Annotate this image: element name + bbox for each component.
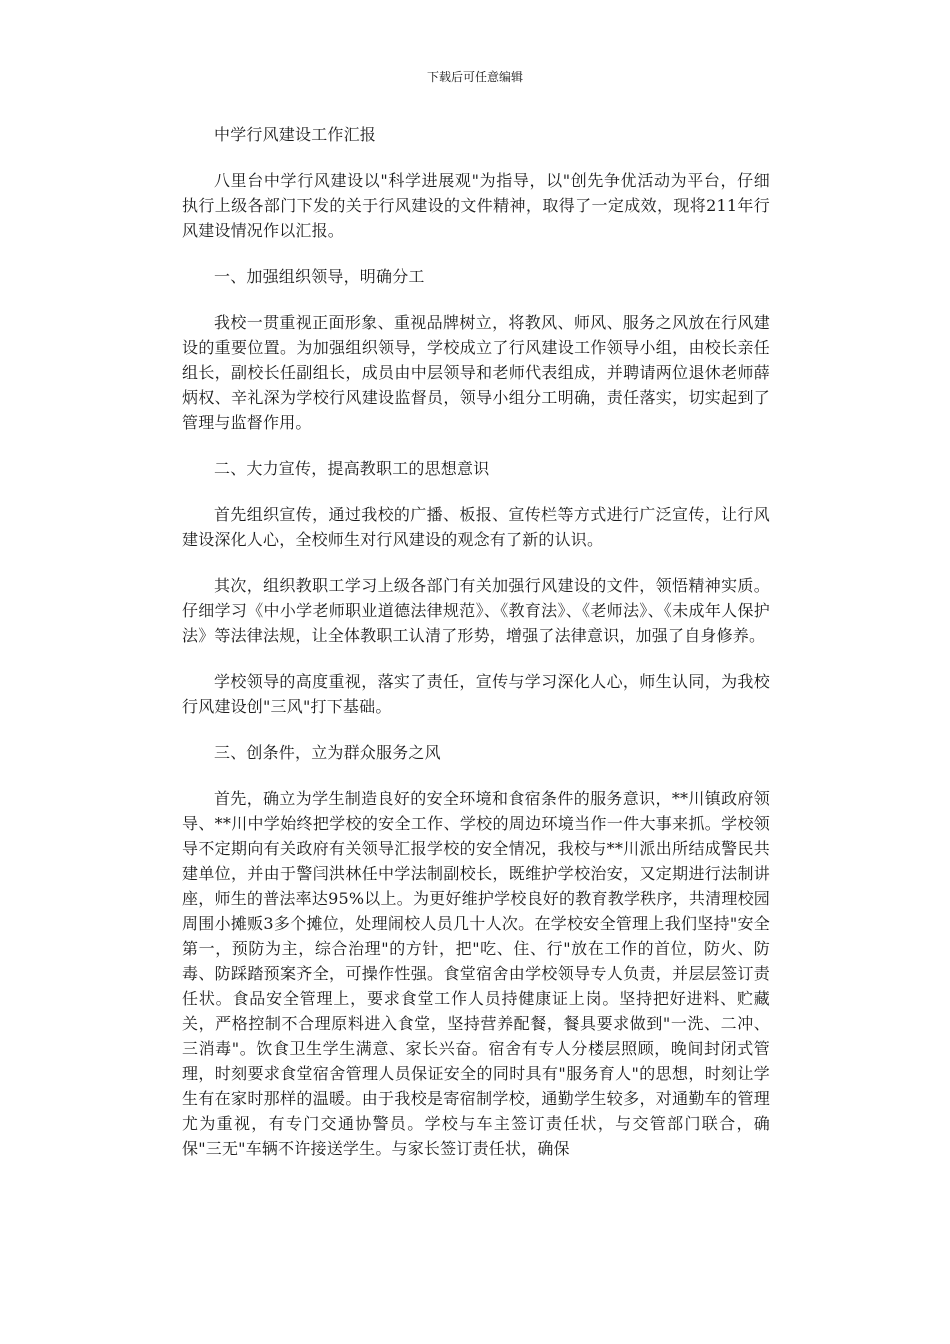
download-note: 下载后可任意编辑 xyxy=(426,70,523,84)
document-body xyxy=(182,122,770,1182)
section-1-paragraph-1: 我校一贯重视正面形象、重视品牌树立，将教风、师风、服务之风放在行风建设的重要位置。为加强组织领导，学校成立了行风建设工作领导小组，由校长亲任组长，副校长任副组长，成员由中层领导和老师代表组成，并聘请两位退休老师薛炳权、辛礼深为学校行风建设监督员，领导小组分工明确，责任落实，切实起到了管理与监督作用。 xyxy=(182,313,770,432)
document-title: 中学行风建设工作汇报 xyxy=(214,125,377,144)
section-2-paragraph-3: 学校领导的高度重视，落实了责任，宣传与学习深化人心，师生认同，为我校行风建设创"三风"打下基础。 xyxy=(182,672,770,716)
section-3-heading: 三、创条件，立为群众服务之风 xyxy=(214,743,441,762)
section-2-paragraph-2: 其次，组织教职工学习上级各部门有关加强行风建设的文件，领悟精神实质。仔细学习《中小学老师职业道德法律规范》、《教育法》、《老师法》、《未成年人保护法》等法律法规，让全体教职工认清了形势，增强了法律意识，加强了自身修养。 xyxy=(182,576,770,645)
section-1-heading: 一、加强组织领导，明确分工 xyxy=(214,267,425,286)
section-2-heading: 二、大力宣传，提高教职工的思想意识 xyxy=(214,459,490,478)
section-2-paragraph-1: 首先组织宣传，通过我校的广播、板报、宣传栏等方式进行广泛宣传，让行风建设深化人心，全校师生对行风建设的观念有了新的认识。 xyxy=(182,505,770,549)
section-3-paragraph-1: 首先，确立为学生制造良好的安全环境和食宿条件的服务意识，**川镇政府领导、**川中学始终把学校的安全工作、学校的周边环境当作一件大事来抓。学校领导不定期向有关政府有关领导汇报学校的安全情况，我校与**川派出所结成警民共建单位，并由于警闫洪林任中学法制副校长，既维护学校治安，又定期进行法制讲座，师生的普法率达95%以上。为更好维护学校良好的教育教学秩序，共清理校园周围小摊贩3多个摊位，处理闹校人员几十人次。在学校安全管理上我们坚持"安全第一，预防为主，综合治理"的方针，把"吃、住、行"放在工作的首位，防火、防毒、防踩踏预案齐全，可操作性强。食堂宿舍由学校领导专人负责，并层层签订责任状。食品安全管理上，要求食堂工作人员持健康证上岗。坚持把好进料、贮藏关，严格控制不合理原料进入食堂，坚持营养配餐，餐具要求做到"一洗、二冲、三消毒"。饮食卫生学生满意、家长兴奋。宿舍有专人分楼层照顾，晚间封闭式管理，时刻要求食堂宿舍管理人员保证安全的同时具有"服务育人"的思想，时刻让学生有在家时那样的温暖。由于我校是寄宿制学校，通勤学生较多，对通勤车的管理尤为重视，有专门交通协警员。学校与车主签订责任状，与交管部门联合，确保"三无"车辆不许接送学生。与家长签订责任状，确保 xyxy=(182,789,770,1158)
intro-paragraph: 八里台中学行风建设以"科学进展观"为指导，以"创先争优活动为平台，仔细执行上级各部门下发的关于行风建设的文件精神，取得了一定成效，现将211年行风建设情况作以汇报。 xyxy=(182,171,770,240)
